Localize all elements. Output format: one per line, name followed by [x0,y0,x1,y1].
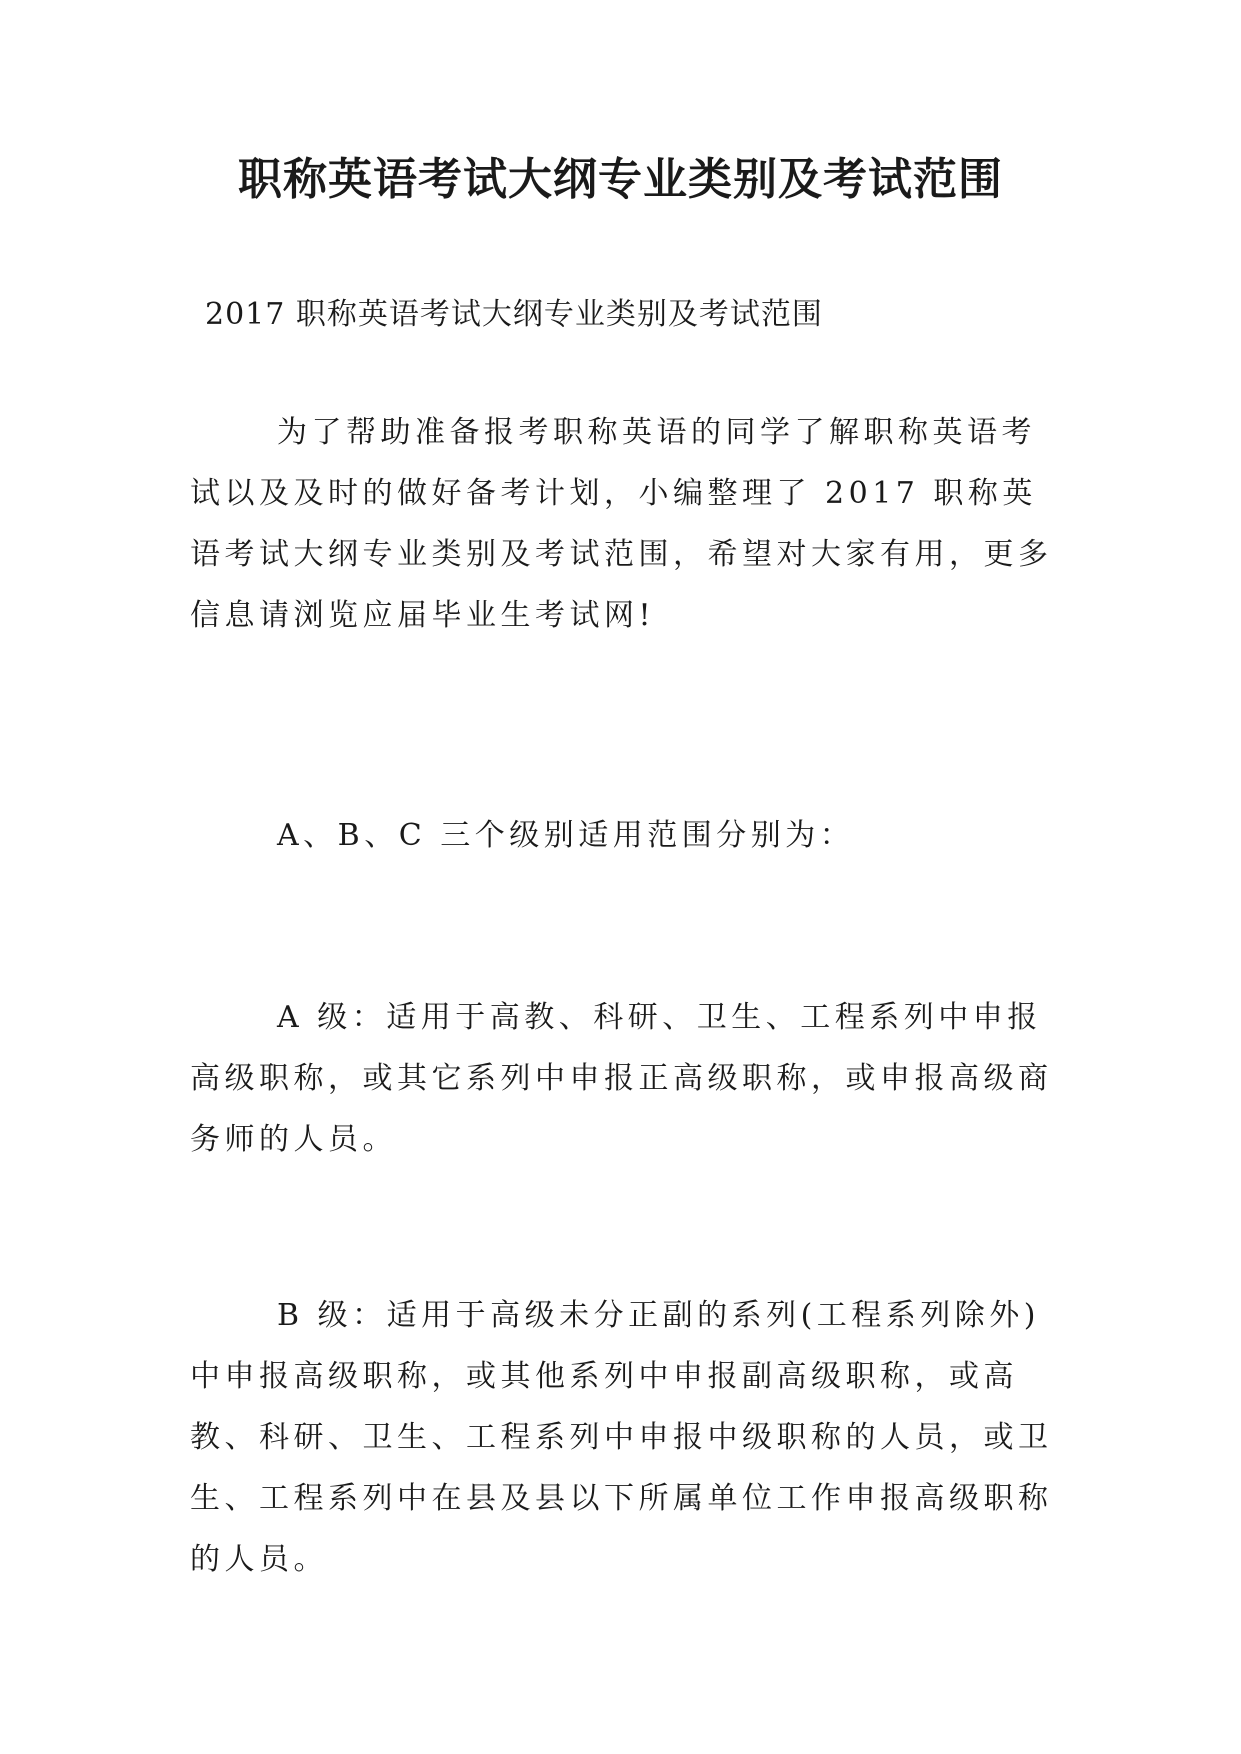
document-title: 职称英语考试大纲专业类别及考试范围 [238,154,1003,205]
levels-intro-paragraph: A、B、C 三个级别适用范围分别为： [277,818,855,853]
intro-paragraph: 为了帮助准备报考职称英语的同学了解职称英语考试以及及时的做好备考计划，小编整理了 2017 职称英语考试大纲专业类别及考试范围，希望对大家有用，更多信息请浏览应届毕业生考试网! [190,415,1053,633]
document-subtitle: 2017 职称英语考试大纲专业类别及考试范围 [205,297,823,332]
level-b-paragraph: B 级：适用于高级未分正副的系列(工程系列除外)中申报高级职称，或其他系列中申报副高级职称，或高教、科研、卫生、工程系列中申报中级职称的人员，或卫生、工程系列中在县及县以下所属单位工作申报高级职称的人员。 [190,1298,1053,1577]
level-a-paragraph: A 级：适用于高教、科研、卫生、工程系列中申报高级职称，或其它系列中申报正高级职称，或申报高级商务师的人员。 [190,1000,1053,1157]
